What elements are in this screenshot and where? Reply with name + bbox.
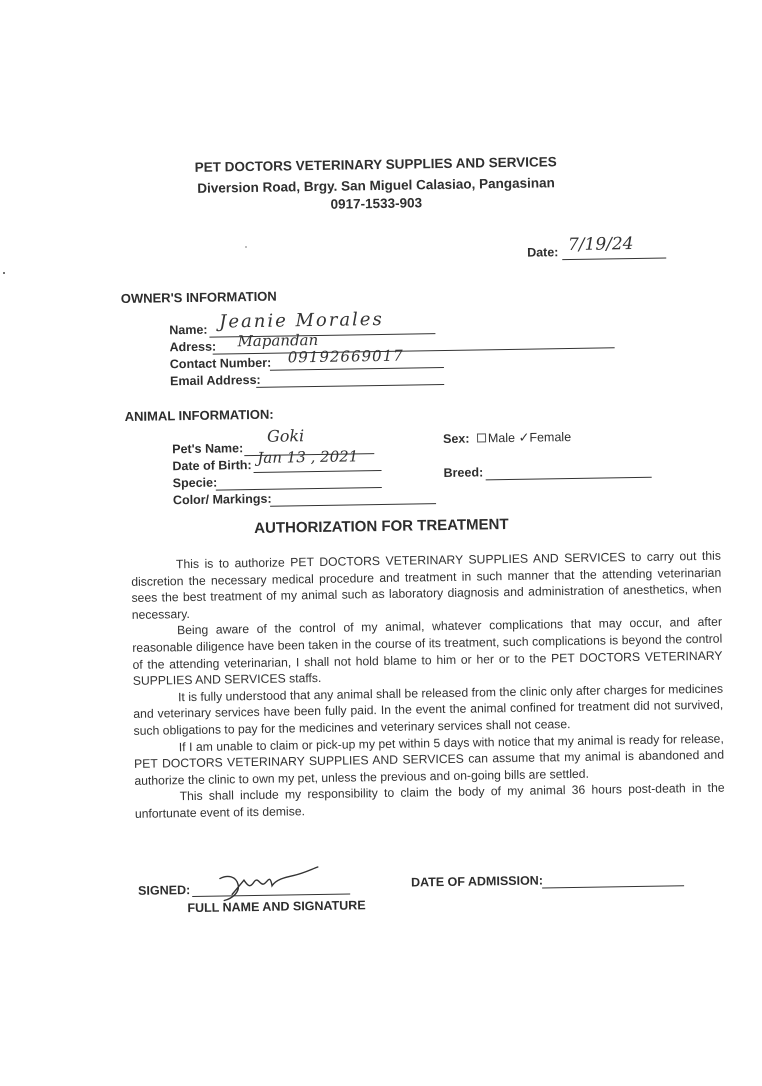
owner-section-title: OWNER'S INFORMATION xyxy=(120,288,277,307)
dob-value[interactable]: Jan 13 , 2021 xyxy=(257,447,359,467)
company-address: Diversion Road, Brgy. San Miguel Calasiao, Pangasinan xyxy=(197,175,555,196)
owner-contact-label: Contact Number: xyxy=(169,355,272,372)
date-value[interactable]: 7/19/24 xyxy=(567,233,634,256)
dob-line xyxy=(254,470,382,473)
authorization-paragraph: If I am unable to claim or pick-up my pet within 5 days with notice that my animal is ready for release, PET DOCTORS VETERINARY SUPPLIES AND SERVICES can assume that my animal is abandoned and authorize the clinic to own my pet, unless the previous and on-going bills are settled. xyxy=(134,731,725,788)
specie-line[interactable] xyxy=(216,487,382,491)
owner-address-value[interactable]: Mapandan xyxy=(237,330,319,351)
animal-section-title: ANIMAL INFORMATION: xyxy=(124,406,274,424)
breed-line[interactable] xyxy=(486,477,652,481)
color-line[interactable] xyxy=(270,503,436,507)
authorization-paragraph: This is to authorize PET DOCTORS VETERINARY SUPPLIES AND SERVICES to carry out this discretion the necessary medical procedure and treatment in such manner that the attending veterinarian sees the best treatment of my animal such as laboratory diagnosis and administration of anesthetics, when necessary. xyxy=(131,548,722,622)
owner-contact-value[interactable]: 09192669017 xyxy=(287,346,404,367)
male-option-label: Male xyxy=(487,430,516,446)
male-checkbox[interactable] xyxy=(477,434,486,443)
female-option-label: Female xyxy=(529,429,572,445)
company-phone: 0917-1533-903 xyxy=(330,195,423,212)
authorization-body xyxy=(131,548,725,823)
dob-label: Date of Birth: xyxy=(172,458,252,474)
sex-label-text: Sex: xyxy=(442,431,470,447)
date-of-admission-label: DATE OF ADMISSION: xyxy=(410,873,544,890)
breed-label: Breed: xyxy=(443,465,484,480)
authorization-paragraph: This shall include my responsibility to claim the body of my animal 36 hours post-death in the unfortunate event of its demise. xyxy=(134,780,725,821)
owner-address-label: Adress: xyxy=(169,339,217,355)
owner-email-line[interactable] xyxy=(256,384,444,388)
date-line xyxy=(562,257,666,260)
authorization-title: AUTHORIZATION FOR TREATMENT xyxy=(254,515,509,537)
date-label: Date: xyxy=(527,245,559,260)
authorization-paragraph: It is fully understood that any animal shall be released from the clinic only after charges for medicines and veterinary services have been fully paid. In the event the animal confined for treatment did not survived, such obligations to pay for the medicines and veterinary services shall not cease. xyxy=(133,681,724,738)
full-name-signature-label: FULL NAME AND SIGNATURE xyxy=(187,898,366,916)
owner-name-label: Name: xyxy=(169,322,208,338)
sex-label xyxy=(443,430,571,447)
owner-name-value[interactable]: Jeanie Morales xyxy=(219,308,384,333)
owner-contact-line xyxy=(270,367,444,371)
pet-name-value[interactable]: Goki xyxy=(266,426,305,446)
owner-email-label: Email Address: xyxy=(169,372,261,389)
authorization-paragraph: Being aware of the control of my animal, whatever complications that may occur, and after reasonable diligence have been taken in the course of its treatment, such complications is beyond the control of the attending veterinarian, I shall not hold blame to him or her or to the PET DOCTORS VETERINARY SUPPLIES AND SERVICES staffs. xyxy=(132,615,723,689)
signed-label: SIGNED: xyxy=(137,883,191,898)
pet-name-label: Pet's Name: xyxy=(172,441,244,457)
specie-label: Specie: xyxy=(172,475,218,491)
color-label: Color/ Markings: xyxy=(172,491,272,508)
female-checkmark-icon[interactable]: ✓ xyxy=(518,430,530,446)
company-name: PET DOCTORS VETERINARY SUPPLIES AND SERVICES xyxy=(194,154,557,175)
date-of-admission-line[interactable] xyxy=(542,885,684,888)
